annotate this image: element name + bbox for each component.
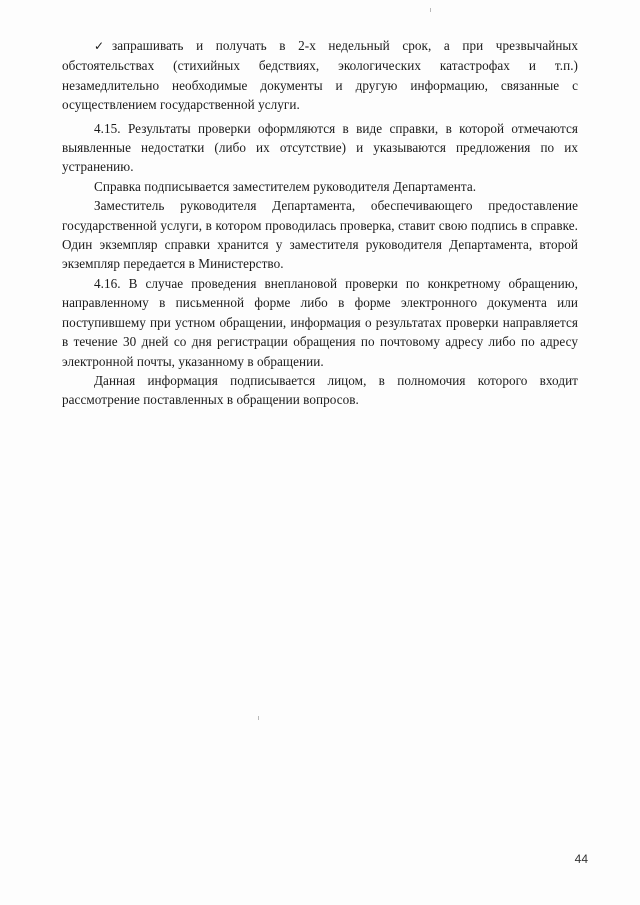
page-number: 44 <box>574 852 588 866</box>
document-body <box>62 36 578 410</box>
bullet-text: запрашивать и получать в 2-х недельный срок, а при чрезвычайных обстоятельствах (стихийных бедствиях, экологических катастрофах и т.п.) незамедлительно необходимые документы и другую информацию, связанные с осуществлением государственной услуги. <box>62 38 578 113</box>
scan-speck <box>430 8 431 12</box>
paragraph-4-15: 4.15. Результаты проверки оформляются в виде справки, в которой отмечаются выявленные недостатки (либо их отсутствие) и указываются предложения по их устранению. <box>62 120 578 175</box>
paragraph-4-16: 4.16. В случае проведения внеплановой проверки по конкретному обращению, направленному в письменной форме либо в форме электронного документа или поступившему при устном обращении, информация о результатах проверки направляется в течение 30 дней со дня регистрации обращения по почтовому адресу либо по адресу электронной почты, указанному в обращении. <box>62 275 578 369</box>
paragraph-signature: Справка подписывается заместителем руководителя Департамента. <box>94 178 477 194</box>
scan-speck <box>258 716 259 720</box>
paragraph-signed-info: Данная информация подписывается лицом, в полномочия которого входит рассмотрение поставленных в обращении вопросов. <box>62 372 578 408</box>
checkmark-icon: ✓ <box>94 39 105 53</box>
bullet-paragraph <box>62 36 578 115</box>
paragraph-deputy-head: Заместитель руководителя Департамента, обеспечивающего предоставление государственной услуги, в котором проводилась проверка, ставит свою подпись в справке. Один экземпляр справки хранится у заместителя руководителя Департамента, второй экземпляр передается в Министерство. <box>62 198 578 272</box>
